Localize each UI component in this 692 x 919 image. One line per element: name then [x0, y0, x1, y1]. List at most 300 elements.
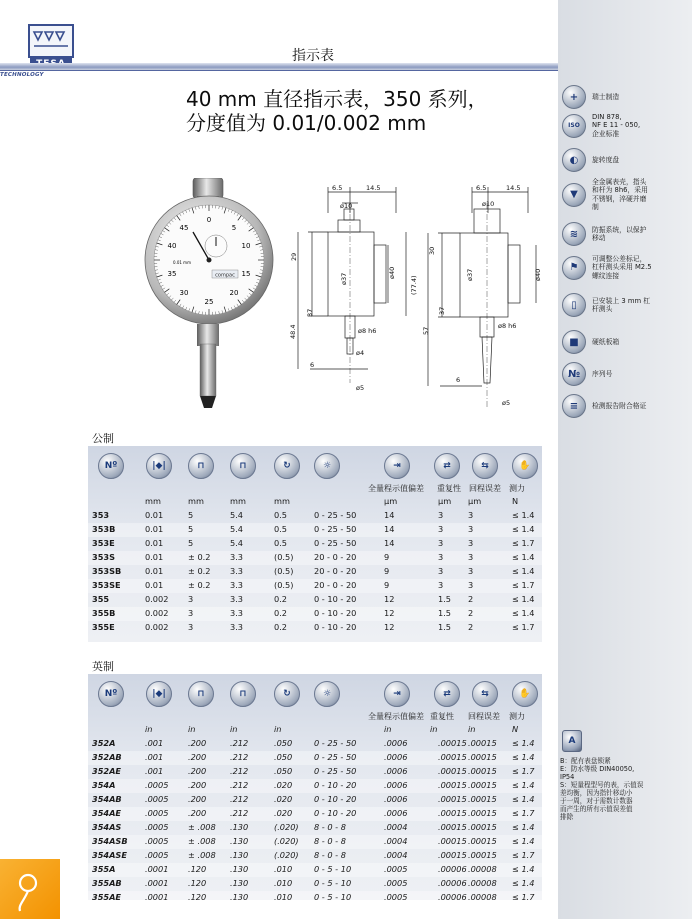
- dial-number: 5: [231, 224, 237, 232]
- table-cell: 0 - 25 - 50: [314, 738, 357, 748]
- feature-item: [562, 293, 690, 317]
- dim-label: ø8 h6: [498, 322, 517, 330]
- table-cell: 14: [384, 524, 395, 534]
- table-cell: 5: [188, 524, 194, 534]
- dim-label: 29: [290, 252, 298, 261]
- table-cell: 0 - 10 - 20: [314, 594, 357, 604]
- imperial-spec-table: [88, 674, 542, 900]
- table-cell: 355: [92, 594, 110, 604]
- table-cell: .00015: [468, 780, 497, 790]
- total-error-icon: ⇥: [384, 453, 410, 479]
- hard-box-icon: ■: [562, 330, 586, 354]
- dim-label: 14.5: [366, 184, 381, 192]
- hysteresis-icon: ⇆: [472, 681, 498, 707]
- table-cell: .00015: [438, 808, 467, 818]
- table-cell: .212: [230, 808, 249, 818]
- table-cell: 0.2: [274, 608, 288, 618]
- table-row: [88, 551, 542, 565]
- table-cell: ≤ 1.7: [512, 808, 535, 818]
- table-cell: 12: [384, 608, 395, 618]
- table-cell: 354ASB: [92, 836, 128, 846]
- table-cell: 0 - 10 - 20: [314, 794, 357, 804]
- dial-number: 0: [206, 216, 212, 224]
- dial-graduation: 0.01 mm: [173, 260, 191, 265]
- table-cell: .00015: [438, 766, 467, 776]
- feature-item: [562, 330, 690, 354]
- table-cell: 2: [468, 594, 474, 604]
- dim-label: 6: [456, 376, 461, 384]
- table-cell: .0005: [384, 864, 408, 874]
- table-cell: .0004: [384, 822, 408, 832]
- feature-item: [562, 113, 690, 138]
- table-cell: .120: [188, 864, 207, 874]
- header-hysteresis: 回程误差: [469, 484, 501, 493]
- table-cell: 0 - 25 - 50: [314, 766, 357, 776]
- footnote-line: IP54: [560, 773, 575, 781]
- table-cell: ≤ 1.4: [512, 794, 535, 804]
- table-cell: ± .008: [188, 836, 216, 846]
- feature-item: [562, 255, 690, 280]
- units-row: mm mm mm mm µm µm µm N: [145, 496, 519, 506]
- table-cell: .212: [230, 794, 249, 804]
- header-force: 测力: [509, 484, 525, 493]
- dim-label: 37: [438, 306, 446, 315]
- table-cell: .00008: [468, 864, 497, 874]
- table-cell: .0005: [145, 808, 169, 818]
- table-row: [88, 835, 542, 849]
- table-cell: .212: [230, 752, 249, 762]
- table-cell: .0005: [145, 836, 169, 846]
- title-line-1: 40 mm 直径指示表，350 系列，: [186, 87, 488, 111]
- table-row: [88, 877, 542, 891]
- dial-number: 10: [241, 242, 251, 250]
- table-cell: 1.5: [438, 622, 452, 632]
- feature-text: 检测报告附合格证: [592, 401, 647, 410]
- table-cell: .00015: [438, 780, 467, 790]
- table-cell: .00015: [468, 738, 497, 748]
- dim-label: 14.5: [506, 184, 521, 192]
- table-cell: .0006: [384, 752, 408, 762]
- table-cell: ≤ 1.4: [512, 864, 535, 874]
- table-cell: .00015: [438, 822, 467, 832]
- range-per-rev-icon: ⊓: [230, 453, 256, 479]
- table-cell: .0005: [145, 794, 169, 804]
- resolution-icon: |◆|: [146, 681, 172, 707]
- table-cell: 3.3: [230, 580, 244, 590]
- table-cell: 3.3: [230, 608, 244, 618]
- dim-label: (77.4): [410, 275, 418, 295]
- table-cell: .0005: [145, 850, 169, 860]
- table-cell: .120: [188, 878, 207, 888]
- repeatability-icon: ⇄: [434, 681, 460, 707]
- table-cell: 3: [438, 510, 444, 520]
- dim-label: ø37: [340, 272, 348, 285]
- table-cell: .001: [145, 766, 164, 776]
- table-cell: 2: [468, 622, 474, 632]
- table-cell: .050: [274, 738, 293, 748]
- table-cell: 2: [468, 608, 474, 618]
- table-cell: 3: [468, 510, 474, 520]
- table-cell: 0 - 25 - 50: [314, 510, 357, 520]
- table-row: [88, 537, 542, 551]
- dim-label: 57: [422, 326, 430, 335]
- table-cell: 353S: [92, 552, 115, 562]
- dim-label: 6: [310, 361, 315, 369]
- logo-triangles-icon: [30, 26, 72, 56]
- table-cell: 0.002: [145, 594, 169, 604]
- dim-label: ø4: [356, 349, 365, 357]
- table-cell: 9: [384, 580, 390, 590]
- table-cell: (0.5): [274, 566, 294, 576]
- table-cell: .200: [188, 794, 207, 804]
- table-cell: 0.002: [145, 608, 169, 618]
- dim-label: ø5: [356, 384, 365, 392]
- table-cell: .130: [230, 822, 249, 832]
- table-cell: .130: [230, 892, 249, 902]
- table-cell: 354AS: [92, 822, 122, 832]
- table-cell: ≤ 1.7: [512, 580, 535, 590]
- dim-label: 6.5: [476, 184, 487, 192]
- header-force: 测力: [509, 712, 525, 721]
- table-cell: 0.2: [274, 622, 288, 632]
- feature-item: [562, 362, 690, 386]
- range-icon: ⊓: [188, 681, 214, 707]
- table-cell: 3: [188, 608, 194, 618]
- table-cell: .0004: [384, 836, 408, 846]
- table-cell: .0006: [384, 766, 408, 776]
- dim-label: 30: [428, 246, 436, 255]
- table-cell: 20 - 0 - 20: [314, 566, 357, 576]
- table-cell: .00015: [468, 794, 497, 804]
- table-cell: 355AB: [92, 878, 122, 888]
- footnote-line: 差均衡，因为指针移动小: [560, 789, 633, 797]
- dim-label: ø40: [534, 268, 542, 281]
- table-cell: ≤ 1.7: [512, 538, 535, 548]
- certificate-icon: ≡: [562, 394, 586, 418]
- table-row: [88, 621, 542, 635]
- table-cell: ± .008: [188, 850, 216, 860]
- section-title: 指示表: [292, 48, 334, 64]
- table-cell: 0 - 25 - 50: [314, 752, 357, 762]
- measuring-force-icon: ✋: [512, 681, 538, 707]
- table-cell: 14: [384, 510, 395, 520]
- table-cell: 3: [468, 580, 474, 590]
- table-cell: .00015: [438, 794, 467, 804]
- table-cell: 0.5: [274, 538, 288, 548]
- table-cell: .00015: [438, 738, 467, 748]
- table-cell: ≤ 1.4: [512, 836, 535, 846]
- dial-number: 30: [179, 289, 189, 297]
- table-cell: 3: [468, 552, 474, 562]
- lever-head-icon: ▯: [562, 293, 586, 317]
- table-cell: .200: [188, 780, 207, 790]
- table-cell: (0.5): [274, 552, 294, 562]
- table-cell: 5.4: [230, 524, 244, 534]
- table-cell: .200: [188, 766, 207, 776]
- standard-icon: ISO: [562, 114, 586, 138]
- table-cell: ≤ 1.7: [512, 850, 535, 860]
- table-cell: 12: [384, 594, 395, 604]
- table-row: [88, 607, 542, 621]
- table-cell: 1.5: [438, 608, 452, 618]
- table-cell: .00015: [468, 752, 497, 762]
- resolution-icon: |◆|: [146, 453, 172, 479]
- dial-indicator-image: [140, 178, 280, 418]
- table-cell: 0.5: [274, 524, 288, 534]
- table-cell: ≤ 1.4: [512, 878, 535, 888]
- table-cell: .0001: [145, 864, 169, 874]
- table-cell: ± 0.2: [188, 580, 211, 590]
- logo-mark: [28, 24, 74, 58]
- table-cell: .200: [188, 752, 207, 762]
- table-cell: 3: [438, 552, 444, 562]
- hysteresis-icon: ⇆: [472, 453, 498, 479]
- table-cell: .020: [274, 780, 293, 790]
- footnote-line: 排除: [560, 813, 574, 821]
- table-row: [88, 765, 542, 779]
- adjustable-tolerance-icon: ⚑: [562, 256, 586, 280]
- dial-reading-icon: ☼: [314, 453, 340, 479]
- table-cell: .0006: [384, 780, 408, 790]
- table-cell: (.020): [274, 822, 299, 832]
- header-stripe: [0, 70, 558, 71]
- table-cell: 353E: [92, 538, 115, 548]
- table-cell: .0001: [145, 892, 169, 902]
- metal-case-icon: ▼: [562, 183, 586, 207]
- footnote-line: S：短量程型号的表，示值误: [560, 781, 644, 789]
- table-cell: .00006: [438, 892, 467, 902]
- table-cell: .00015: [468, 766, 497, 776]
- table-cell: .00006: [438, 878, 467, 888]
- table-cell: 354A: [92, 780, 116, 790]
- table-cell: 3: [468, 524, 474, 534]
- table-cell: .130: [230, 878, 249, 888]
- header-total-error: 全量程示值偏差: [368, 484, 424, 493]
- footnotes: [560, 757, 688, 821]
- range-icon: ⊓: [188, 453, 214, 479]
- table-cell: .050: [274, 766, 293, 776]
- table-cell: 353: [92, 510, 110, 520]
- table-cell: 5.4: [230, 538, 244, 548]
- table-cell: .001: [145, 738, 164, 748]
- table-row: [88, 751, 542, 765]
- table-row: [88, 863, 542, 877]
- dial-brand: compac: [215, 272, 235, 279]
- table-cell: 5: [188, 538, 194, 548]
- table-cell: .00015: [438, 850, 467, 860]
- table-cell: .00015: [438, 752, 467, 762]
- table-row: [88, 579, 542, 593]
- table-cell: .0005: [145, 822, 169, 832]
- feature-item: [562, 85, 690, 109]
- table-cell: ≤ 1.7: [512, 892, 535, 902]
- table-cell: ± .008: [188, 822, 216, 832]
- table-cell: 1.5: [438, 594, 452, 604]
- table-row: [88, 849, 542, 863]
- feature-item: [562, 222, 690, 246]
- key-icon: [0, 859, 60, 919]
- table-row: [88, 779, 542, 793]
- table-cell: ± 0.2: [188, 566, 211, 576]
- header-total-error: 全量程示值偏差: [368, 712, 424, 721]
- revolution-icon: ↻: [274, 681, 300, 707]
- table-cell: 352A: [92, 738, 116, 748]
- table-cell: (.020): [274, 850, 299, 860]
- header-hysteresis: 回程误差: [468, 712, 500, 721]
- table-cell: .020: [274, 808, 293, 818]
- table-cell: .130: [230, 864, 249, 874]
- table-cell: ± 0.2: [188, 552, 211, 562]
- repeatability-icon: ⇄: [434, 453, 460, 479]
- dial-number: 45: [179, 224, 189, 232]
- table-cell: .00008: [468, 878, 497, 888]
- table-cell: 354AB: [92, 794, 122, 804]
- table-cell: 3: [438, 524, 444, 534]
- range-per-rev-icon: ⊓: [230, 681, 256, 707]
- table-cell: 0.002: [145, 622, 169, 632]
- table-cell: .0005: [384, 892, 408, 902]
- table-cell: 352AB: [92, 752, 122, 762]
- table-cell: .00015: [468, 836, 497, 846]
- table-cell: ≤ 1.4: [512, 594, 535, 604]
- table-cell: 3.3: [230, 594, 244, 604]
- table-cell: 20 - 0 - 20: [314, 552, 357, 562]
- header-band: [0, 63, 558, 70]
- table-cell: .200: [188, 808, 207, 818]
- table-cell: .010: [274, 864, 293, 874]
- table-cell: ≤ 1.4: [512, 738, 535, 748]
- table-cell: 9: [384, 566, 390, 576]
- table-cell: 0 - 10 - 20: [314, 808, 357, 818]
- dim-label: ø37: [466, 268, 474, 281]
- table-cell: 0.2: [274, 594, 288, 604]
- table-cell: 0.01: [145, 580, 164, 590]
- dim-label: ø8 h6: [358, 327, 377, 335]
- feature-item: [562, 148, 690, 172]
- table-cell: ≤ 1.4: [512, 822, 535, 832]
- dial-number: 40: [167, 242, 177, 250]
- table-cell: 353SE: [92, 580, 121, 590]
- table-cell: 0 - 10 - 20: [314, 780, 357, 790]
- table-cell: .020: [274, 794, 293, 804]
- table-row: [88, 807, 542, 821]
- imperial-section-label: 英制: [92, 660, 114, 673]
- table-cell: ≤ 1.4: [512, 608, 535, 618]
- rotating-dial-icon: ◐: [562, 148, 586, 172]
- dim-label: ø5: [502, 399, 511, 407]
- metric-spec-table: [88, 446, 542, 642]
- dim-label: ø10: [340, 202, 353, 210]
- table-cell: .0004: [384, 850, 408, 860]
- table-row: [88, 565, 542, 579]
- table-row: [88, 821, 542, 835]
- table-cell: 0 - 25 - 50: [314, 524, 357, 534]
- table-cell: .010: [274, 892, 293, 902]
- table-cell: 3: [438, 538, 444, 548]
- table-cell: (.020): [274, 836, 299, 846]
- table-row: [88, 523, 542, 537]
- header-repeatability: 重复性: [437, 484, 461, 493]
- table-row: [88, 509, 542, 523]
- footnote-line: E：防水等级 DIN40050,: [560, 765, 635, 773]
- table-cell: .200: [188, 738, 207, 748]
- table-cell: .212: [230, 780, 249, 790]
- table-cell: 8 - 0 - 8: [314, 850, 346, 860]
- table-row: [88, 593, 542, 607]
- table-cell: ≤ 1.4: [512, 752, 535, 762]
- table-cell: 5: [188, 510, 194, 520]
- table-cell: .212: [230, 738, 249, 748]
- table-cell: .00015: [468, 808, 497, 818]
- dial-number: 15: [241, 270, 251, 278]
- title-line-2: 分度值为 0.01/0.002 mm: [186, 111, 427, 135]
- table-cell: ≤ 1.7: [512, 766, 535, 776]
- total-error-icon: ⇥: [384, 681, 410, 707]
- dial-reading-icon: ☼: [314, 681, 340, 707]
- units-row: in in in in in in in N: [145, 724, 519, 734]
- page-title: [186, 87, 488, 135]
- feature-text: 可调整公差标记， 杠杆测头采用 M2.5 螺纹连接: [592, 255, 652, 280]
- footnote-line: 于一周，对于需数计数器: [560, 797, 633, 805]
- table-row: [88, 793, 542, 807]
- page-corner-mark: [0, 859, 60, 919]
- table-cell: 14: [384, 538, 395, 548]
- dial-number: 25: [204, 298, 214, 306]
- footnote-line: B：配有表盘锁紧: [560, 757, 611, 765]
- table-cell: 3: [468, 566, 474, 576]
- table-cell: 355AE: [92, 892, 122, 902]
- feature-text: 旋转度盘: [592, 155, 620, 164]
- table-cell: 355A: [92, 864, 116, 874]
- table-cell: 354AE: [92, 808, 122, 818]
- table-row: [88, 891, 542, 905]
- feature-text: 硬纸板箱: [592, 337, 620, 346]
- table-cell: 0 - 5 - 10: [314, 864, 352, 874]
- table-cell: 8 - 0 - 8: [314, 822, 346, 832]
- table-cell: 12: [384, 622, 395, 632]
- table-cell: 3: [438, 580, 444, 590]
- feature-item: [562, 178, 690, 212]
- table-cell: 3.3: [230, 622, 244, 632]
- measuring-force-icon: ✋: [512, 453, 538, 479]
- table-cell: 9: [384, 552, 390, 562]
- feature-item: [562, 394, 690, 418]
- table-cell: 0 - 5 - 10: [314, 892, 352, 902]
- table-cell: 0 - 10 - 20: [314, 622, 357, 632]
- table-cell: .00015: [438, 836, 467, 846]
- feature-text: DIN 878, NF E 11 - 050, 企业标准: [592, 113, 641, 138]
- swiss-flag-icon: +: [562, 85, 586, 109]
- table-cell: 353B: [92, 524, 116, 534]
- revolution-icon: ↻: [274, 453, 300, 479]
- table-cell: 0 - 25 - 50: [314, 538, 357, 548]
- table-cell: ≤ 1.4: [512, 510, 535, 520]
- article-number-icon: Nº: [98, 681, 124, 707]
- table-row: [88, 737, 542, 751]
- table-cell: 353SB: [92, 566, 122, 576]
- table-cell: .0005: [384, 878, 408, 888]
- table-cell: 8 - 0 - 8: [314, 836, 346, 846]
- table-cell: (0.5): [274, 580, 294, 590]
- table-cell: 20 - 0 - 20: [314, 580, 357, 590]
- dial-number: 35: [167, 270, 177, 278]
- table-cell: 3: [468, 538, 474, 548]
- technical-drawing-standard: [288, 183, 418, 398]
- table-cell: .212: [230, 766, 249, 776]
- table-cell: ≤ 1.4: [512, 780, 535, 790]
- table-cell: 0.5: [274, 510, 288, 520]
- feature-text: 防振系统，以保护 移动: [592, 225, 647, 242]
